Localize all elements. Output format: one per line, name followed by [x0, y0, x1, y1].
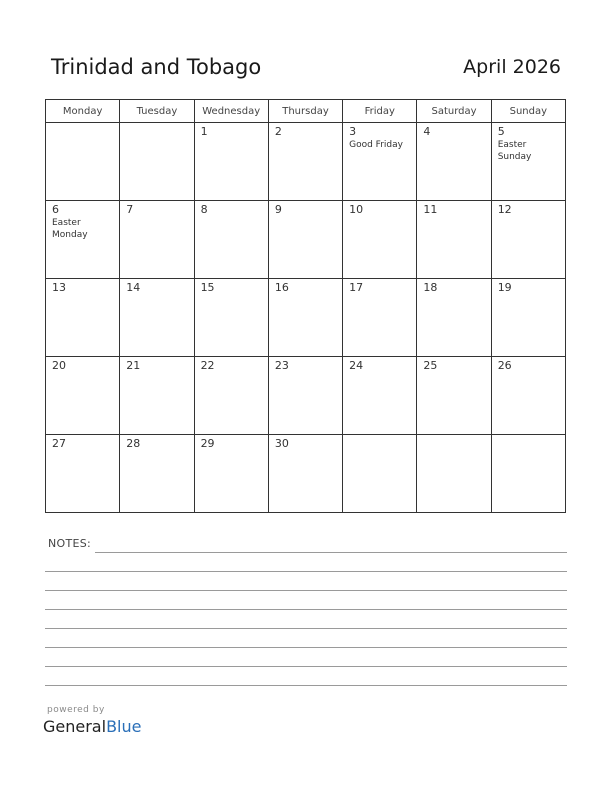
- day-cell: [46, 435, 120, 513]
- day-cell-content: [195, 201, 268, 217]
- day-number: 22: [200, 359, 215, 372]
- weekday-monday: Monday: [46, 100, 120, 123]
- day-cell-content: [269, 357, 342, 373]
- day-cell-content: [46, 435, 119, 451]
- day-cell: [417, 279, 491, 357]
- day-cell-content: [417, 435, 490, 437]
- day-number: 13: [52, 281, 66, 294]
- day-cell-content: [417, 279, 490, 295]
- day-cell-content: [120, 201, 193, 217]
- day-cell-content: [120, 435, 193, 451]
- logo-blue-text: Blue: [106, 717, 142, 736]
- day-cell-content: [269, 201, 342, 217]
- day-cell-content: [343, 123, 416, 151]
- week-row: [46, 279, 566, 357]
- day-cell-content: [269, 279, 342, 295]
- day-number: 25: [423, 359, 438, 372]
- day-cell: [417, 357, 491, 435]
- day-cell: [268, 357, 342, 435]
- day-number: 10: [349, 203, 364, 216]
- week-row: [46, 357, 566, 435]
- day-cell-content: [492, 435, 565, 437]
- logo-general-text: General: [43, 717, 107, 736]
- day-cell-content: [120, 279, 193, 295]
- day-cell: [417, 435, 491, 513]
- day-number: 26: [497, 359, 512, 372]
- weekday-sunday: Sunday: [491, 100, 565, 123]
- day-cell-content: [492, 201, 565, 217]
- day-cell: [120, 357, 194, 435]
- day-number: 16: [274, 281, 289, 294]
- day-number: 29: [200, 437, 215, 450]
- day-cell-content: [417, 123, 490, 139]
- weekday-saturday: Saturday: [417, 100, 491, 123]
- weekday-friday: Friday: [343, 100, 417, 123]
- day-cell-content: [195, 123, 268, 139]
- notes-line: [45, 647, 567, 648]
- holiday-label: Easter Sunday: [497, 140, 532, 162]
- day-number: 23: [274, 359, 289, 372]
- notes-line: [45, 571, 567, 572]
- day-number: 19: [497, 281, 512, 294]
- day-number: 9: [274, 203, 282, 216]
- day-number: 27: [52, 437, 66, 450]
- day-cell: [120, 435, 194, 513]
- day-cell: [417, 201, 491, 279]
- day-number: 17: [349, 281, 364, 294]
- day-number: 14: [126, 281, 141, 294]
- day-cell: [46, 279, 120, 357]
- day-cell: [491, 435, 565, 513]
- day-cell: [268, 435, 342, 513]
- notes-line: [45, 666, 567, 667]
- day-cell: [120, 201, 194, 279]
- day-cell-content: [492, 279, 565, 295]
- notes-label: NOTES:: [48, 537, 92, 550]
- day-cell: [417, 123, 491, 201]
- day-cell-content: [195, 357, 268, 373]
- day-cell-content: [492, 123, 565, 163]
- day-cell: [491, 201, 565, 279]
- day-number: 8: [200, 203, 208, 216]
- notes-line: [45, 628, 567, 629]
- generalblue-logo: [43, 717, 141, 736]
- weekday-tuesday: Tuesday: [120, 100, 194, 123]
- day-cell-content: [195, 435, 268, 451]
- day-cell: [46, 201, 120, 279]
- day-cell-content: [417, 201, 490, 217]
- weekday-thursday: Thursday: [268, 100, 342, 123]
- day-cell: [120, 123, 194, 201]
- notes-line: [45, 590, 567, 591]
- day-cell: [194, 123, 268, 201]
- day-cell: [194, 201, 268, 279]
- day-cell: [491, 279, 565, 357]
- day-cell-content: [46, 357, 119, 373]
- day-number: 24: [349, 359, 364, 372]
- day-number: 12: [497, 203, 512, 216]
- holiday-label: Good Friday: [349, 140, 403, 150]
- day-cell: [491, 357, 565, 435]
- day-cell-content: [343, 279, 416, 295]
- notes-line: [45, 609, 567, 610]
- weekday-wednesday: Wednesday: [194, 100, 268, 123]
- day-number: 30: [274, 437, 289, 450]
- day-number: 6: [52, 203, 59, 216]
- powered-by-text: powered by: [47, 705, 105, 715]
- holiday-label: Easter Monday: [52, 218, 88, 240]
- day-number: 1: [200, 125, 208, 138]
- day-number: 28: [126, 437, 141, 450]
- day-cell-content: [120, 357, 193, 373]
- day-number: 7: [126, 203, 134, 216]
- week-row: [46, 123, 566, 201]
- day-cell-content: [46, 123, 119, 125]
- day-number: 18: [423, 281, 438, 294]
- day-cell: [343, 123, 417, 201]
- calendar-grid: [45, 99, 566, 513]
- day-number: 15: [200, 281, 215, 294]
- day-cell: [268, 201, 342, 279]
- day-number: 20: [52, 359, 66, 372]
- day-cell: [343, 357, 417, 435]
- day-number: 5: [497, 125, 505, 138]
- day-cell-content: [46, 279, 119, 295]
- calendar-month-title: April 2026: [463, 56, 561, 78]
- day-cell-content: [269, 123, 342, 139]
- day-cell-content: [343, 435, 416, 437]
- day-cell-content: [417, 357, 490, 373]
- week-row: [46, 435, 566, 513]
- day-cell: [268, 123, 342, 201]
- day-cell: [120, 279, 194, 357]
- day-number: 2: [274, 125, 282, 138]
- day-cell-content: [120, 123, 193, 125]
- day-number: 21: [126, 359, 141, 372]
- day-cell: [194, 279, 268, 357]
- day-cell-content: [46, 201, 119, 241]
- notes-line: [95, 552, 567, 553]
- day-cell: [268, 279, 342, 357]
- notes-line: [45, 685, 567, 686]
- day-cell-content: [269, 435, 342, 451]
- week-row: [46, 201, 566, 279]
- day-cell: [194, 357, 268, 435]
- day-number: 3: [349, 125, 357, 138]
- day-cell: [343, 435, 417, 513]
- calendar-country-title: Trinidad and Tobago: [51, 55, 262, 79]
- day-cell-content: [195, 279, 268, 295]
- day-cell: [194, 435, 268, 513]
- day-cell: [491, 123, 565, 201]
- day-cell: [46, 123, 120, 201]
- day-cell: [343, 279, 417, 357]
- day-cell-content: [343, 201, 416, 217]
- weekday-header-row: [46, 100, 566, 123]
- day-cell-content: [343, 357, 416, 373]
- day-number: 4: [423, 125, 431, 138]
- day-cell: [343, 201, 417, 279]
- day-cell: [46, 357, 120, 435]
- day-cell-content: [492, 357, 565, 373]
- day-number: 11: [423, 203, 438, 216]
